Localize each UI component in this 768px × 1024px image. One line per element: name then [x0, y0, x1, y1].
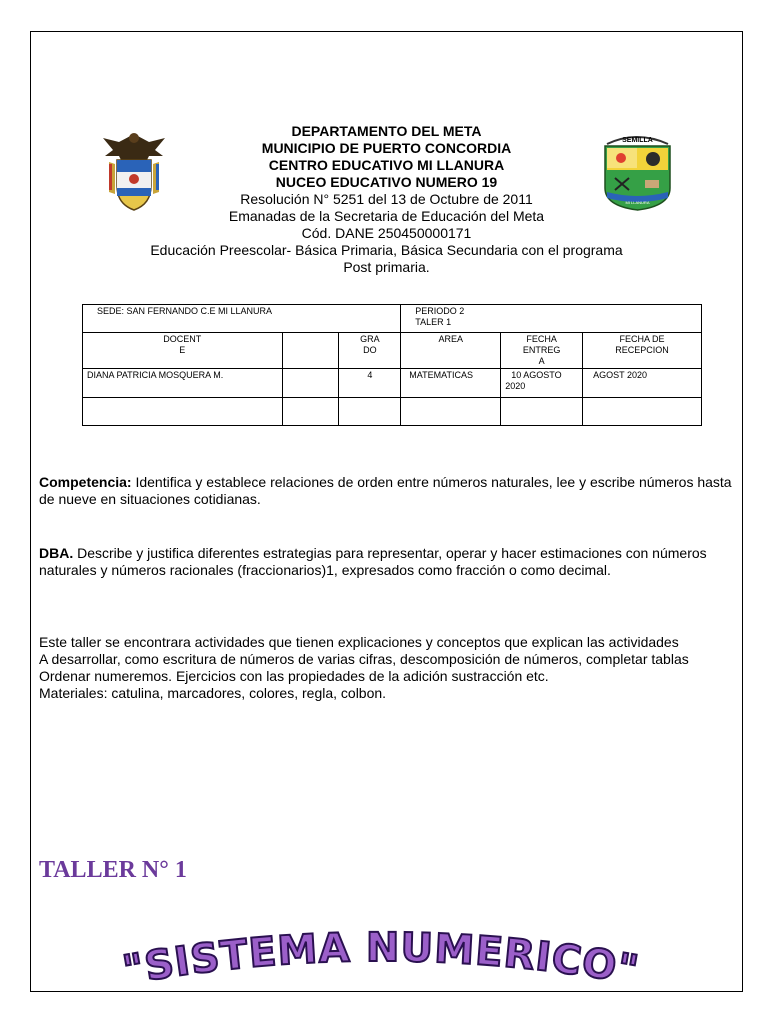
taller-text: TALER 1: [415, 317, 452, 327]
periodo-text: PERIODO 2: [415, 306, 465, 316]
header-line: Post primaria.: [343, 259, 430, 275]
header-line: Emanadas de la Secretaria de Educación del Meta: [228, 208, 545, 224]
sede-cell: [83, 305, 401, 333]
header-text: FECHA DE: [619, 334, 665, 344]
entrega-text: 2020: [505, 381, 526, 391]
header-text: AREA: [438, 334, 464, 344]
dba-label: DBA.: [39, 545, 74, 561]
docente-cell: DIANA PATRICIA MOSQUERA M.: [83, 369, 283, 398]
entrega-header: [501, 333, 583, 369]
header-text: FECHA: [526, 334, 557, 344]
intro-line: Este taller se encontrara actividades que tienen explicaciones y conceptos que explican las actividades: [39, 634, 679, 650]
docente-header: [83, 333, 283, 369]
grado-header: [339, 333, 401, 369]
entrega-cell: [501, 369, 583, 398]
header-line: DEPARTAMENTO DEL META: [291, 123, 482, 139]
empty-cell: [282, 369, 339, 398]
header-line: Educación Preescolar- Básica Primaria, Básica Secundaria con el programa: [150, 242, 623, 258]
sede-text: SEDE: SAN FERNANDO C.E MI LLANURA: [97, 306, 273, 316]
competencia-label: Competencia:: [39, 474, 132, 490]
empty-cell: [583, 398, 702, 426]
dba-text: Describe y justifica diferentes estrategias para representar, operar y hacer estimaciones con números naturales y números racionales (fraccionarios)1, expresados como fracción o como decimal.: [39, 545, 707, 578]
header-line: Cód. DANE 250450000171: [301, 225, 472, 241]
recepcion-cell: AGOST 2020: [583, 369, 702, 398]
empty-cell: [339, 398, 401, 426]
wordart-title: [101, 925, 661, 995]
header-line: CENTRO EDUCATIVO MI LLANURA: [268, 157, 505, 173]
competencia-text: Identifica y establece relaciones de orden entre números naturales, lee y escribe números hasta de nueve en situaciones cotidianas.: [39, 474, 732, 507]
header-line: MUNICIPIO DE PUERTO CONCORDIA: [261, 140, 512, 156]
empty-cell: [83, 398, 283, 426]
shield-bottom-text: MI LLANURA: [625, 200, 650, 205]
header-text: DO: [363, 345, 377, 355]
document-page: [30, 31, 743, 995]
empty-cell: [501, 398, 583, 426]
header-text: A: [538, 356, 545, 366]
svg-text:"SISTEMA NUMERICO": [119, 925, 643, 995]
school-shield-icon: [601, 128, 674, 212]
shield-top-text: SEMILLA: [622, 137, 653, 144]
wordart-text: "SISTEMA NUMERICO": [119, 925, 643, 995]
header-line: NUCEO EDUCATIVO NUMERO 19: [275, 174, 498, 190]
dba-paragraph: [39, 545, 743, 579]
empty-cell: [282, 398, 339, 426]
intro-line: Materiales: catulina, marcadores, colores, regla, colbon.: [39, 685, 387, 701]
intro-line: Ordenar numeremos. Ejercicios con las propiedades de la adición sustracción etc.: [39, 668, 549, 684]
empty-header: [282, 333, 339, 369]
area-cell: MATEMATICAS: [401, 369, 501, 398]
header-text: GRA: [360, 334, 380, 344]
entrega-text: 10 AGOSTO: [511, 370, 562, 380]
recepcion-header: [583, 333, 702, 369]
area-header: [401, 333, 501, 369]
grado-cell: 4: [339, 369, 401, 398]
periodo-cell: [401, 305, 702, 333]
empty-cell: [401, 398, 501, 426]
intro-paragraph: [39, 634, 743, 702]
header-text: ENTREG: [522, 345, 561, 355]
info-table: [82, 304, 702, 426]
header-text: E: [179, 345, 186, 355]
taller-title: TALLER N° 1: [39, 857, 187, 883]
competencia-paragraph: [39, 474, 743, 508]
intro-line: A desarrollar, como escritura de números de varias cifras, descomposición de números, completar tablas: [39, 651, 689, 667]
header-text: RECEPCION: [615, 345, 669, 355]
header-text: DOCENT: [163, 334, 202, 344]
header-line: Resolución N° 5251 del 13 de Octubre de 2011: [240, 191, 533, 207]
